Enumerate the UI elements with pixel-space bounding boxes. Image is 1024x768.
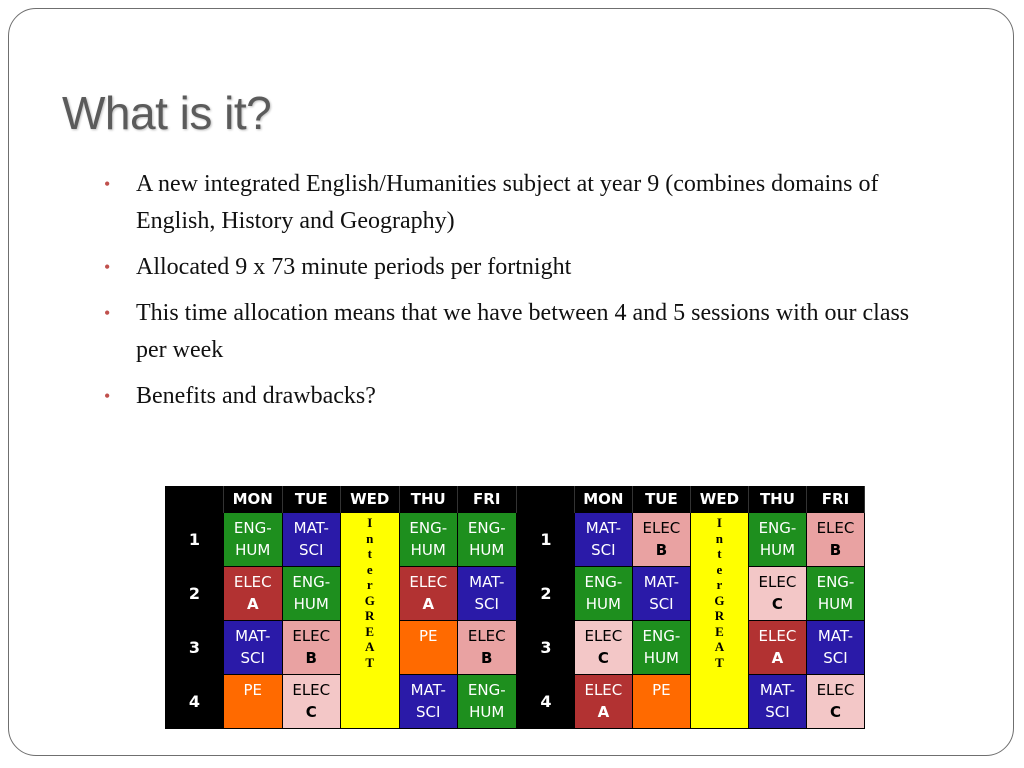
timetable-week-2 [517,486,865,729]
subject-label-line1: ELEC [233,573,272,591]
period-number: 3 [166,621,224,675]
period-number: 4 [166,675,224,729]
period-number: 2 [166,567,224,621]
subject-cell [574,675,632,729]
bullet-text: A new integrated English/Humanities subject at year 9 (combines domains of English, History and Geography) [136,171,879,234]
subject-label-line2: A [246,595,259,613]
subject-label-line2: A [597,703,610,721]
subject-label-line1: ELEC [816,681,855,699]
intergreat-letter: n [366,530,374,546]
subject-label-line1: ELEC [642,519,681,537]
subject-label-line2: HUM [759,541,796,559]
subject-label-line2: C [597,649,609,667]
intergreat-letter: r [366,577,373,592]
subject-label-line1: PE [243,681,263,699]
subject-cell [282,621,341,675]
subject-cell [632,621,690,675]
period-number: 3 [518,621,575,675]
subject-label-line1: MAT- [293,519,329,537]
subject-label-line1: ELEC [584,627,623,645]
subject-cell [458,567,517,621]
intergreat-letter: e [366,561,373,577]
subject-label-line2: SCI [416,703,441,721]
intergreat-letter: A [365,639,375,654]
bullet-item [104,378,944,415]
subject-label-line1: PE [418,627,438,645]
subject-label-line2: A [422,595,435,613]
bullet-item [104,295,944,369]
subject-label-line1: ELEC [758,573,797,591]
day-header-tue: TUE [282,486,341,513]
subject-label-line1: ENG- [642,627,681,645]
subject-label-line1: ENG- [758,519,797,537]
subject-label-line2: A [771,649,784,667]
subject-label-line2: HUM [469,703,505,721]
subject-label-line2: SCI [649,595,674,613]
subject-cell [632,513,690,567]
intergreat-letter: t [717,546,722,561]
period-number: 1 [518,513,575,567]
day-header-fri: FRI [806,486,864,513]
subject-label-line2: B [481,649,493,667]
subject-label-line2: HUM [469,541,505,559]
subject-label-line2: HUM [817,595,854,613]
subject-cell [458,675,517,729]
timetable-header-row [166,486,517,513]
period-number: 1 [166,513,224,567]
subject-label-line2: C [305,703,317,721]
timetable-week-1 [165,486,517,729]
subject-label-line2: SCI [823,649,848,667]
subject-label-line2: SCI [299,541,324,559]
subject-cell [806,621,864,675]
subject-cell [224,621,283,675]
intergreat-letter: R [365,608,375,623]
subject-label-line1: ENG- [292,573,331,591]
table-row [166,513,517,567]
subject-label-line1: ENG- [584,573,623,591]
day-header-thu: THU [748,486,806,513]
subject-label-line1: ELEC [467,627,506,645]
subject-cell [632,675,690,729]
subject-cell [574,513,632,567]
subject-label-line2: B [829,541,842,559]
subject-cell [224,513,283,567]
subject-label-line1: ENG- [467,681,506,699]
subject-label-line2: HUM [293,595,329,613]
subject-cell [224,567,283,621]
subject-label-line1: ELEC [409,573,448,591]
period-number: 2 [518,567,575,621]
subject-cell [632,567,690,621]
subject-label-line1: PE [652,681,671,699]
subject-label-line1: MAT- [643,573,680,591]
subject-label-line1: ELEC [758,627,797,645]
subject-label-line1: MAT- [817,627,854,645]
subject-cell [806,675,864,729]
day-header-mon: MON [224,486,283,513]
subject-label-line2: C [829,703,841,721]
subject-label-line2: SCI [240,649,265,667]
timetable-image [165,486,865,724]
subject-label-line1: ELEC [292,627,331,645]
subject-label-line1: MAT- [410,681,446,699]
subject-cell [282,513,341,567]
subject-label-line1: ENG- [467,519,506,537]
subject-cell [399,675,458,729]
subject-label-line2: B [655,541,668,559]
day-header-thu: THU [399,486,458,513]
slide-title: What is it? [62,87,272,139]
subject-label-line1: MAT- [585,519,621,537]
bullet-item [104,249,944,286]
subject-cell [748,513,806,567]
subject-label-line1: ELEC [816,519,855,537]
intergreat-letter: T [365,654,375,670]
subject-label-line1: MAT- [759,681,796,699]
subject-cell [806,567,864,621]
subject-label-line2: HUM [410,541,446,559]
table-row [518,513,865,567]
subject-cell [282,567,341,621]
intergreat-letter: t [367,546,372,561]
intergreat-letter: G [364,592,375,608]
intergreat-letter: e [716,561,723,577]
subject-cell [806,513,864,567]
subject-label-line2: HUM [585,595,621,613]
subject-label-line2: HUM [235,541,271,559]
bullet-text: Allocated 9 x 73 minute periods per fortnight [136,254,572,280]
day-header-wed: WED [690,486,748,513]
subject-cell [748,675,806,729]
bullet-icon: • [104,257,111,277]
intergreat-letter: I [716,515,722,530]
intergreat-letter: r [716,577,723,592]
subject-label-line2: C [771,595,783,613]
subject-cell [399,621,458,675]
subject-label-line2: HUM [643,649,679,667]
intergreat-letter: E [365,623,375,639]
subject-label-line1: MAT- [235,627,271,645]
timetable-header-row [518,486,865,513]
bullet-icon: • [104,174,111,194]
day-header-mon: MON [574,486,632,513]
intergreat-letter: T [715,654,724,670]
bullet-icon: • [104,303,111,323]
subject-label-line1: MAT- [469,573,505,591]
subject-cell [399,567,458,621]
day-header-wed: WED [341,486,400,513]
subject-cell [282,675,341,729]
day-header-fri: FRI [458,486,517,513]
subject-label-line1: ELEC [584,681,623,699]
subject-cell [458,513,517,567]
subject-cell [748,621,806,675]
header-corner [518,486,575,513]
intergreat-letter: G [714,592,725,608]
subject-label-line1: ENG- [233,519,272,537]
subject-label-line1: ELEC [292,681,331,699]
subject-label-line2: SCI [765,703,790,721]
intergreat-cell [690,513,748,729]
subject-label-line1: ENG- [409,519,448,537]
subject-label-line2: SCI [474,595,499,613]
subject-cell [458,621,517,675]
subject-cell [748,567,806,621]
period-number: 4 [518,675,575,729]
subject-label-line2: SCI [591,541,616,559]
subject-cell [574,567,632,621]
intergreat-letter: A [714,639,725,654]
subject-cell [574,621,632,675]
bullet-text: This time allocation means that we have between 4 and 5 sessions with our class per week [136,300,910,363]
intergreat-letter: R [714,608,725,623]
bullet-icon: • [104,386,111,406]
intergreat-cell [341,513,400,729]
intergreat-letter: n [715,530,724,546]
bullet-list [104,166,944,424]
header-corner [166,486,224,513]
day-header-tue: TUE [632,486,690,513]
bullet-text: Benefits and drawbacks? [136,383,376,409]
subject-cell [224,675,283,729]
bullet-item [104,166,944,240]
intergreat-letter: I [367,515,373,530]
subject-label-line2: B [305,649,317,667]
subject-label-line1: ENG- [816,573,855,591]
subject-cell [399,513,458,567]
intergreat-letter: E [715,623,724,639]
